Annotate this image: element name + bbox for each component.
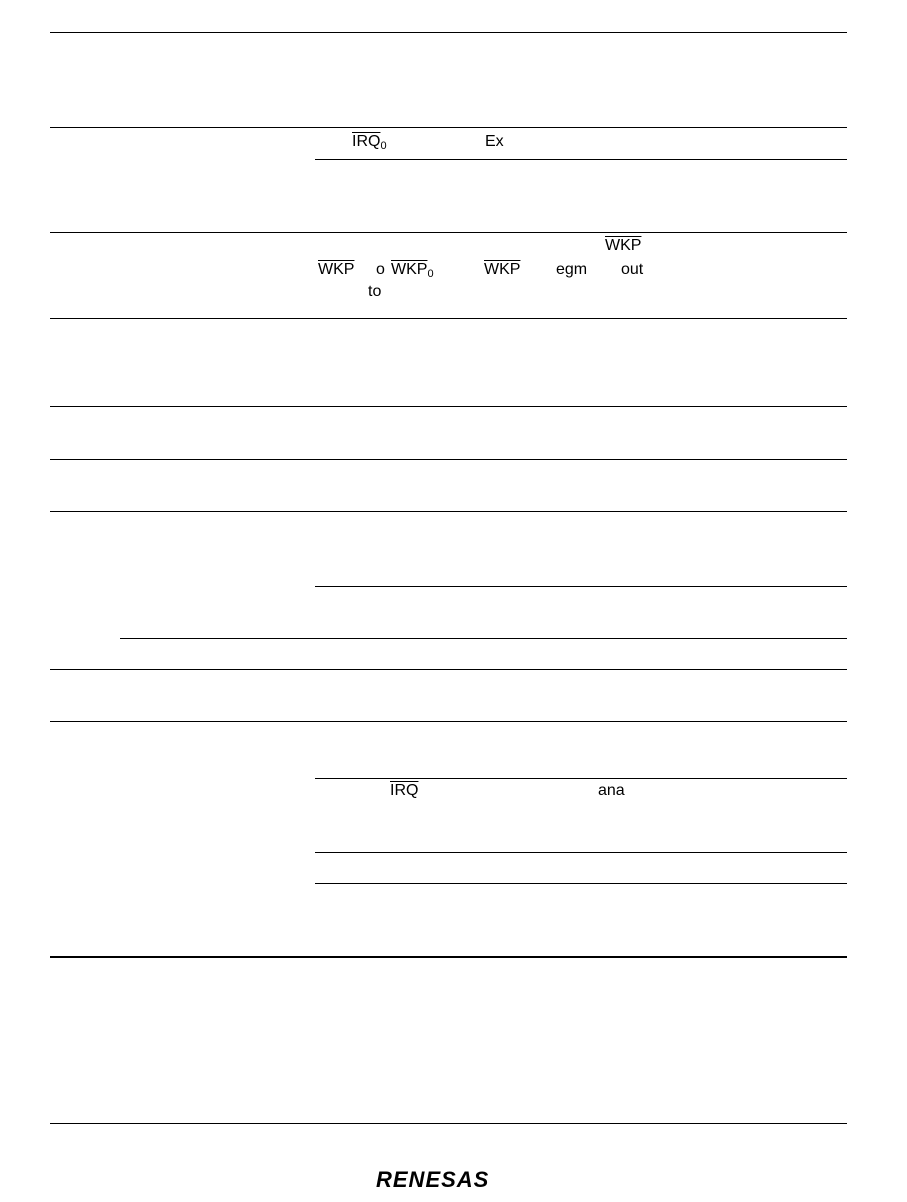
row1-ex: Ex <box>485 133 504 150</box>
rule-row2 <box>50 232 847 233</box>
rule-page-top <box>50 32 847 33</box>
logo-text: RENESAS <box>376 1168 490 1190</box>
rule-row3 <box>50 318 847 319</box>
rule-row1-sub <box>315 159 847 160</box>
rule-row8-sub2 <box>315 852 847 853</box>
row2-wkp0: $\overline{WKP}_0$ <box>391 261 434 280</box>
rule-row5 <box>50 459 847 460</box>
row1-irq0: $\overline{IRQ}_0$ <box>352 133 387 152</box>
rule-row8 <box>50 721 847 722</box>
rule-row8-sub <box>315 778 847 779</box>
rule-row6 <box>50 511 847 512</box>
row2-out: out <box>621 261 644 278</box>
rule-page-bottom <box>50 1123 847 1124</box>
rule-table-bottom <box>50 956 847 958</box>
rule-table-top <box>50 127 847 128</box>
row2-to: to <box>368 283 382 300</box>
row2-o: o <box>376 261 385 278</box>
row8-irq: $\overline{IRQ}$ <box>390 782 419 799</box>
rule-row4 <box>50 406 847 407</box>
row2-wkp-c: $\overline{WKP}$ <box>484 261 521 278</box>
row2-egm: egm <box>556 261 588 278</box>
row8-ana: ana <box>598 782 625 799</box>
rule-row6-sub <box>315 586 847 587</box>
rule-row8-sub3 <box>315 883 847 884</box>
renesas-logo <box>376 1168 524 1190</box>
rule-row6-sub2 <box>120 638 847 639</box>
row2-wkp-top: $\overline{WKP}$ <box>605 237 642 254</box>
rule-row7 <box>50 669 847 670</box>
row2-wkp-a: $\overline{WKP}$ <box>318 261 355 278</box>
